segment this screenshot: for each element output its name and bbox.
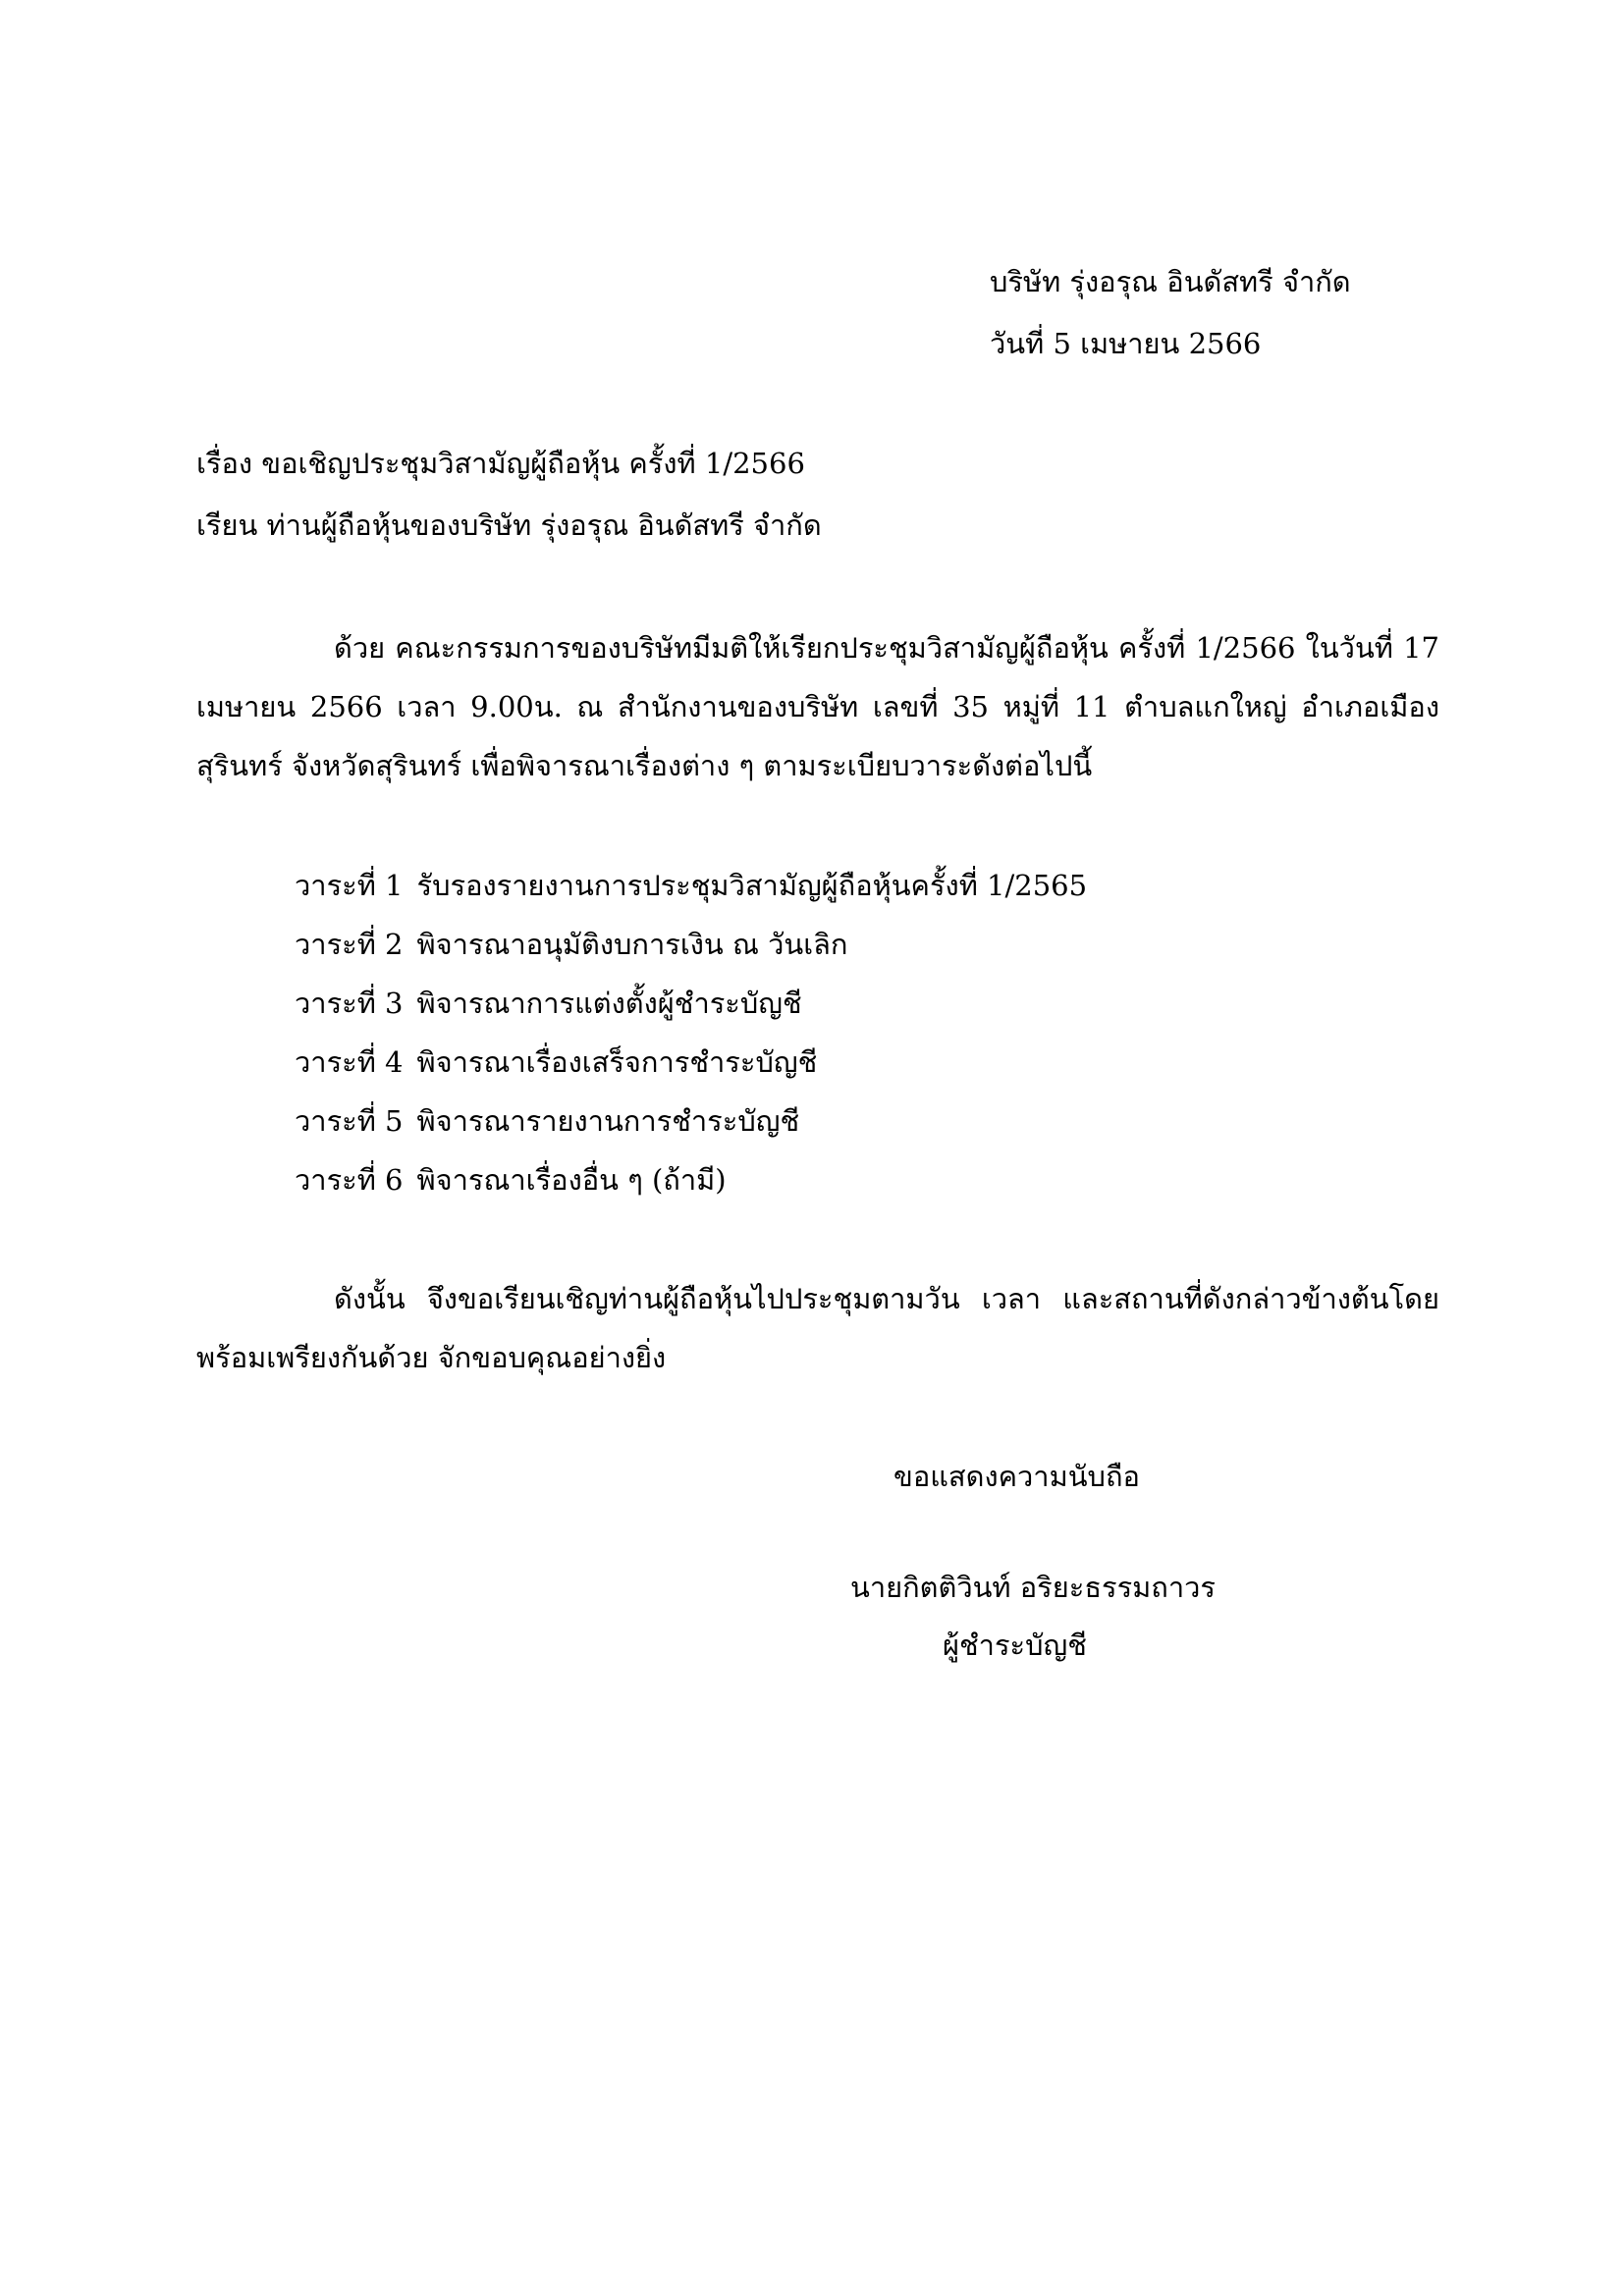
letter-header — [990, 265, 1351, 389]
subject-line: เรื่อง ขอเชิญประชุมวิสามัญผู้ถือหุ้น ครั้งที่ 1/2566 — [196, 447, 805, 480]
recipient-line: เรียน ท่านผู้ถือหุ้นของบริษัท รุ่งอรุณ อินดัสทรี จำกัด — [196, 507, 822, 542]
agenda-item-label: วาระที่ 4 — [295, 1045, 404, 1079]
agenda-list — [295, 856, 1087, 1209]
agenda-item-label: วาระที่ 1 — [295, 869, 404, 902]
intro-paragraph-text: ด้วย คณะกรรมการของบริษัทมีมติให้เรียกประชุมวิสามัญผู้ถือหุ้น ครั้งที่ 1/2566 ในวันที่ 17 เมษายน 2566 เวลา 9.00น. ณ สำนักงานของบริษัท เลขที่ 35 หมู่ที่ 11 ตำบลแกใหญ่ อำเภอเมืองสุรินทร์ จังหวัดสุรินทร์ เพื่อพิจารณาเรื่องต่าง ๆ ตามระเบียบวาระดังต่อไปนี้ — [196, 631, 1439, 782]
agenda-item-text: พิจารณาเรื่องเสร็จการชำระบัญชี — [416, 1045, 818, 1079]
agenda-item-label: วาระที่ 3 — [295, 987, 404, 1020]
agenda-item-text: รับรองรายงานการประชุมวิสามัญผู้ถือหุ้นครั้งที่ 1/2565 — [416, 869, 1088, 902]
agenda-item-text: พิจารณาอนุมัติงบการเงิน ณ วันเลิก — [416, 928, 848, 961]
agenda-item — [295, 856, 1087, 915]
agenda-item — [295, 915, 1087, 974]
signatory-name: นายกิตติวินท์ อริยะธรรมถาวร — [850, 1571, 1217, 1604]
intro-paragraph — [196, 618, 1439, 795]
agenda-item-label: วาระที่ 5 — [295, 1104, 404, 1138]
agenda-item — [295, 1092, 1087, 1150]
closing-paragraph — [196, 1269, 1439, 1387]
agenda-item-text: พิจารณารายงานการชำระบัญชี — [416, 1104, 800, 1138]
agenda-item-label: วาระที่ 2 — [295, 928, 404, 961]
agenda-item — [295, 1033, 1087, 1092]
agenda-item — [295, 974, 1087, 1033]
letter-date: วันที่ 5 เมษายน 2566 — [990, 326, 1262, 360]
sign-off: ขอแสดงความนับถือ — [893, 1460, 1140, 1493]
signatory-title: ผู้ชำระบัญชี — [943, 1629, 1087, 1662]
closing-paragraph-text: ดังนั้น จึงขอเรียนเชิญท่านผู้ถือหุ้นไปประชุมตามวัน เวลา และสถานที่ดังกล่าวข้างต้นโดยพร้อมเพรียงกันด้วย จักขอบคุณอย่างยิ่ง — [196, 1282, 1439, 1374]
agenda-item-text: พิจารณาการแต่งตั้งผู้ชำระบัญชี — [416, 987, 802, 1020]
agenda-item-text: พิจารณาเรื่องอื่น ๆ (ถ้ามี) — [416, 1163, 727, 1197]
subject-block — [196, 447, 822, 570]
company-name: บริษัท รุ่งอรุณ อินดัสทรี จำกัด — [990, 265, 1351, 298]
agenda-item-label: วาระที่ 6 — [295, 1163, 404, 1197]
agenda-item — [295, 1150, 1087, 1209]
